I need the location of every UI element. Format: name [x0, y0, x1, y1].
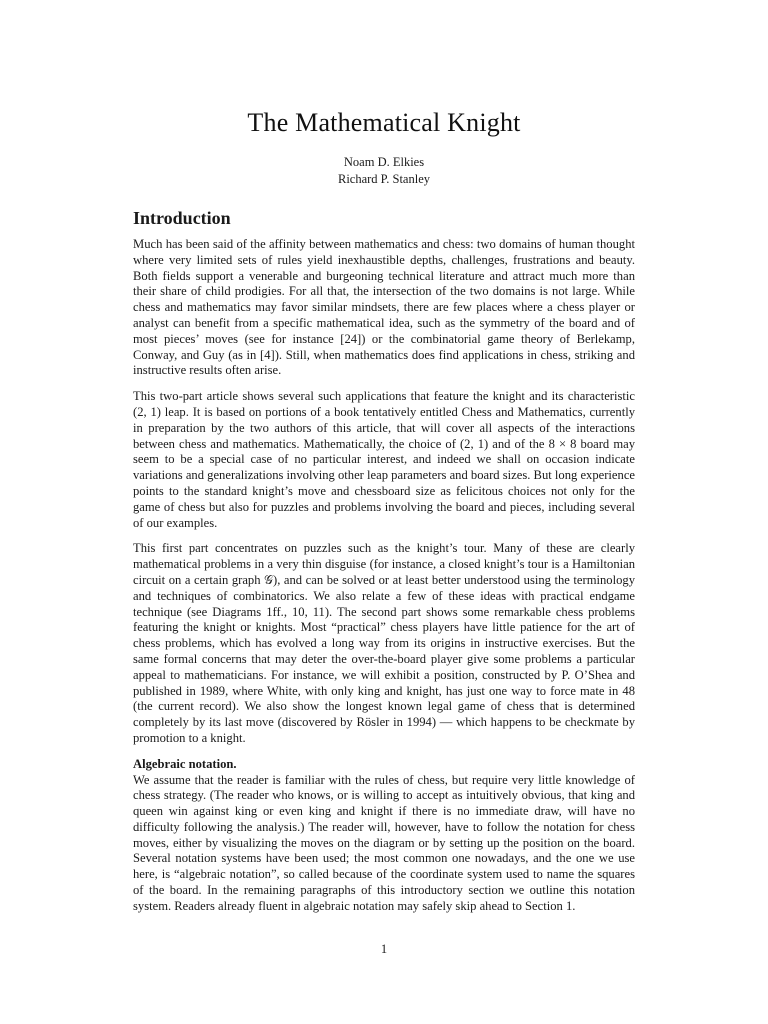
page-number: 1 — [380, 942, 388, 956]
author-list — [0, 154, 768, 188]
subsection-heading: Algebraic notation. — [133, 756, 237, 771]
author-name: Noam D. Elkies — [343, 155, 425, 169]
body-text — [133, 237, 635, 915]
paragraph: This two-part article shows several such applications that feature the knight and its characteristic (2, 1) leap. It is based on portions of a book tentatively entitled Chess and Mathematics, currently in preparation by the two authors of this article, that will cover all aspects of the interactions between chess and mathematics. Mathematically, the choice of (2, 1) and of the 8 × 8 board may seem to be a special case of no particular interest, and indeed we shall on occasion indicate variations and generalizations involving other leap parameters and board sizes. But long experience points to the standard knight’s move and chessboard size as felicitous choices not only for the game of chess but also for puzzles and problems involving the board and pieces, including several of our examples. — [133, 389, 635, 530]
author-name: Richard P. Stanley — [337, 172, 430, 186]
subsection — [133, 757, 635, 915]
paragraph: This first part concentrates on puzzles such as the knight’s tour. Many of these are clearly mathematical problems in a very thin disguise (for instance, a closed knight’s tour is a Hamiltonian circuit on a certain graph 𝒢), and can be solved or at least better understood using the terminology and techniques of combinatorics. We also relate a few of these ideas with practical endgame technique (see Diagrams 1ff., 10, 11). The second part shows some remarkable chess problems featuring the knight or knights. Most “practical” chess players have little patience for the art of chess problems, which has evolved a long way from its origins in instructive exercises. But the same formal concerns that may deter the over-the-board player give some problems a particular appeal to mathematicians. For instance, we will exhibit a position, constructed by P. O’Shea and published in 1989, where White, with only king and knight, has just one way to force mate in 48 (the current record). We also show the longest known legal game of chess that is determined completely by its last move (discovered by Rösler in 1994) — which happens to be checkmate by promotion to a knight. — [133, 541, 635, 745]
section-heading: Introduction — [133, 208, 231, 228]
paragraph: Much has been said of the affinity between mathematics and chess: two domains of human thought where very limited sets of rules yield inexhaustible depths, challenges, frustrations and beauty. Both fields support a venerable and burgeoning technical literature and attract much more than their share of child prodigies. For all that, the intersection of the two domains is not large. While chess and mathematics may favor similar mindsets, there are few places where a chess player or analyst can benefit from a specific mathematical idea, such as the symmetry of the board and of most pieces’ moves (see for instance [24]) or the combinatorial game theory of Berlekamp, Conway, and Guy (as in [4]). Still, when mathematics does find applications in chess, striking and instructive results often arise. — [133, 237, 635, 378]
paper-title: The Mathematical Knight — [247, 108, 521, 137]
paragraph: We assume that the reader is familiar with the rules of chess, but require very little knowledge of chess strategy. (The reader who knows, or is willing to accept as intuitively obvious, that king and queen win against king or even king and knight if there is no immediate draw, will have no difficulty following the analysis.) The reader will, however, have to follow the notation for chess moves, either by visualizing the moves on the diagram or by setting up the position on the board. Several notation systems have been used; the most common one nowadays, and the one we use here, is “algebraic notation”, so called because of the coordinate system used to name the squares of the board. In the remaining paragraphs of this introductory section we outline this notation system. Readers already fluent in algebraic notation may safely skip ahead to Section 1. — [133, 772, 635, 913]
